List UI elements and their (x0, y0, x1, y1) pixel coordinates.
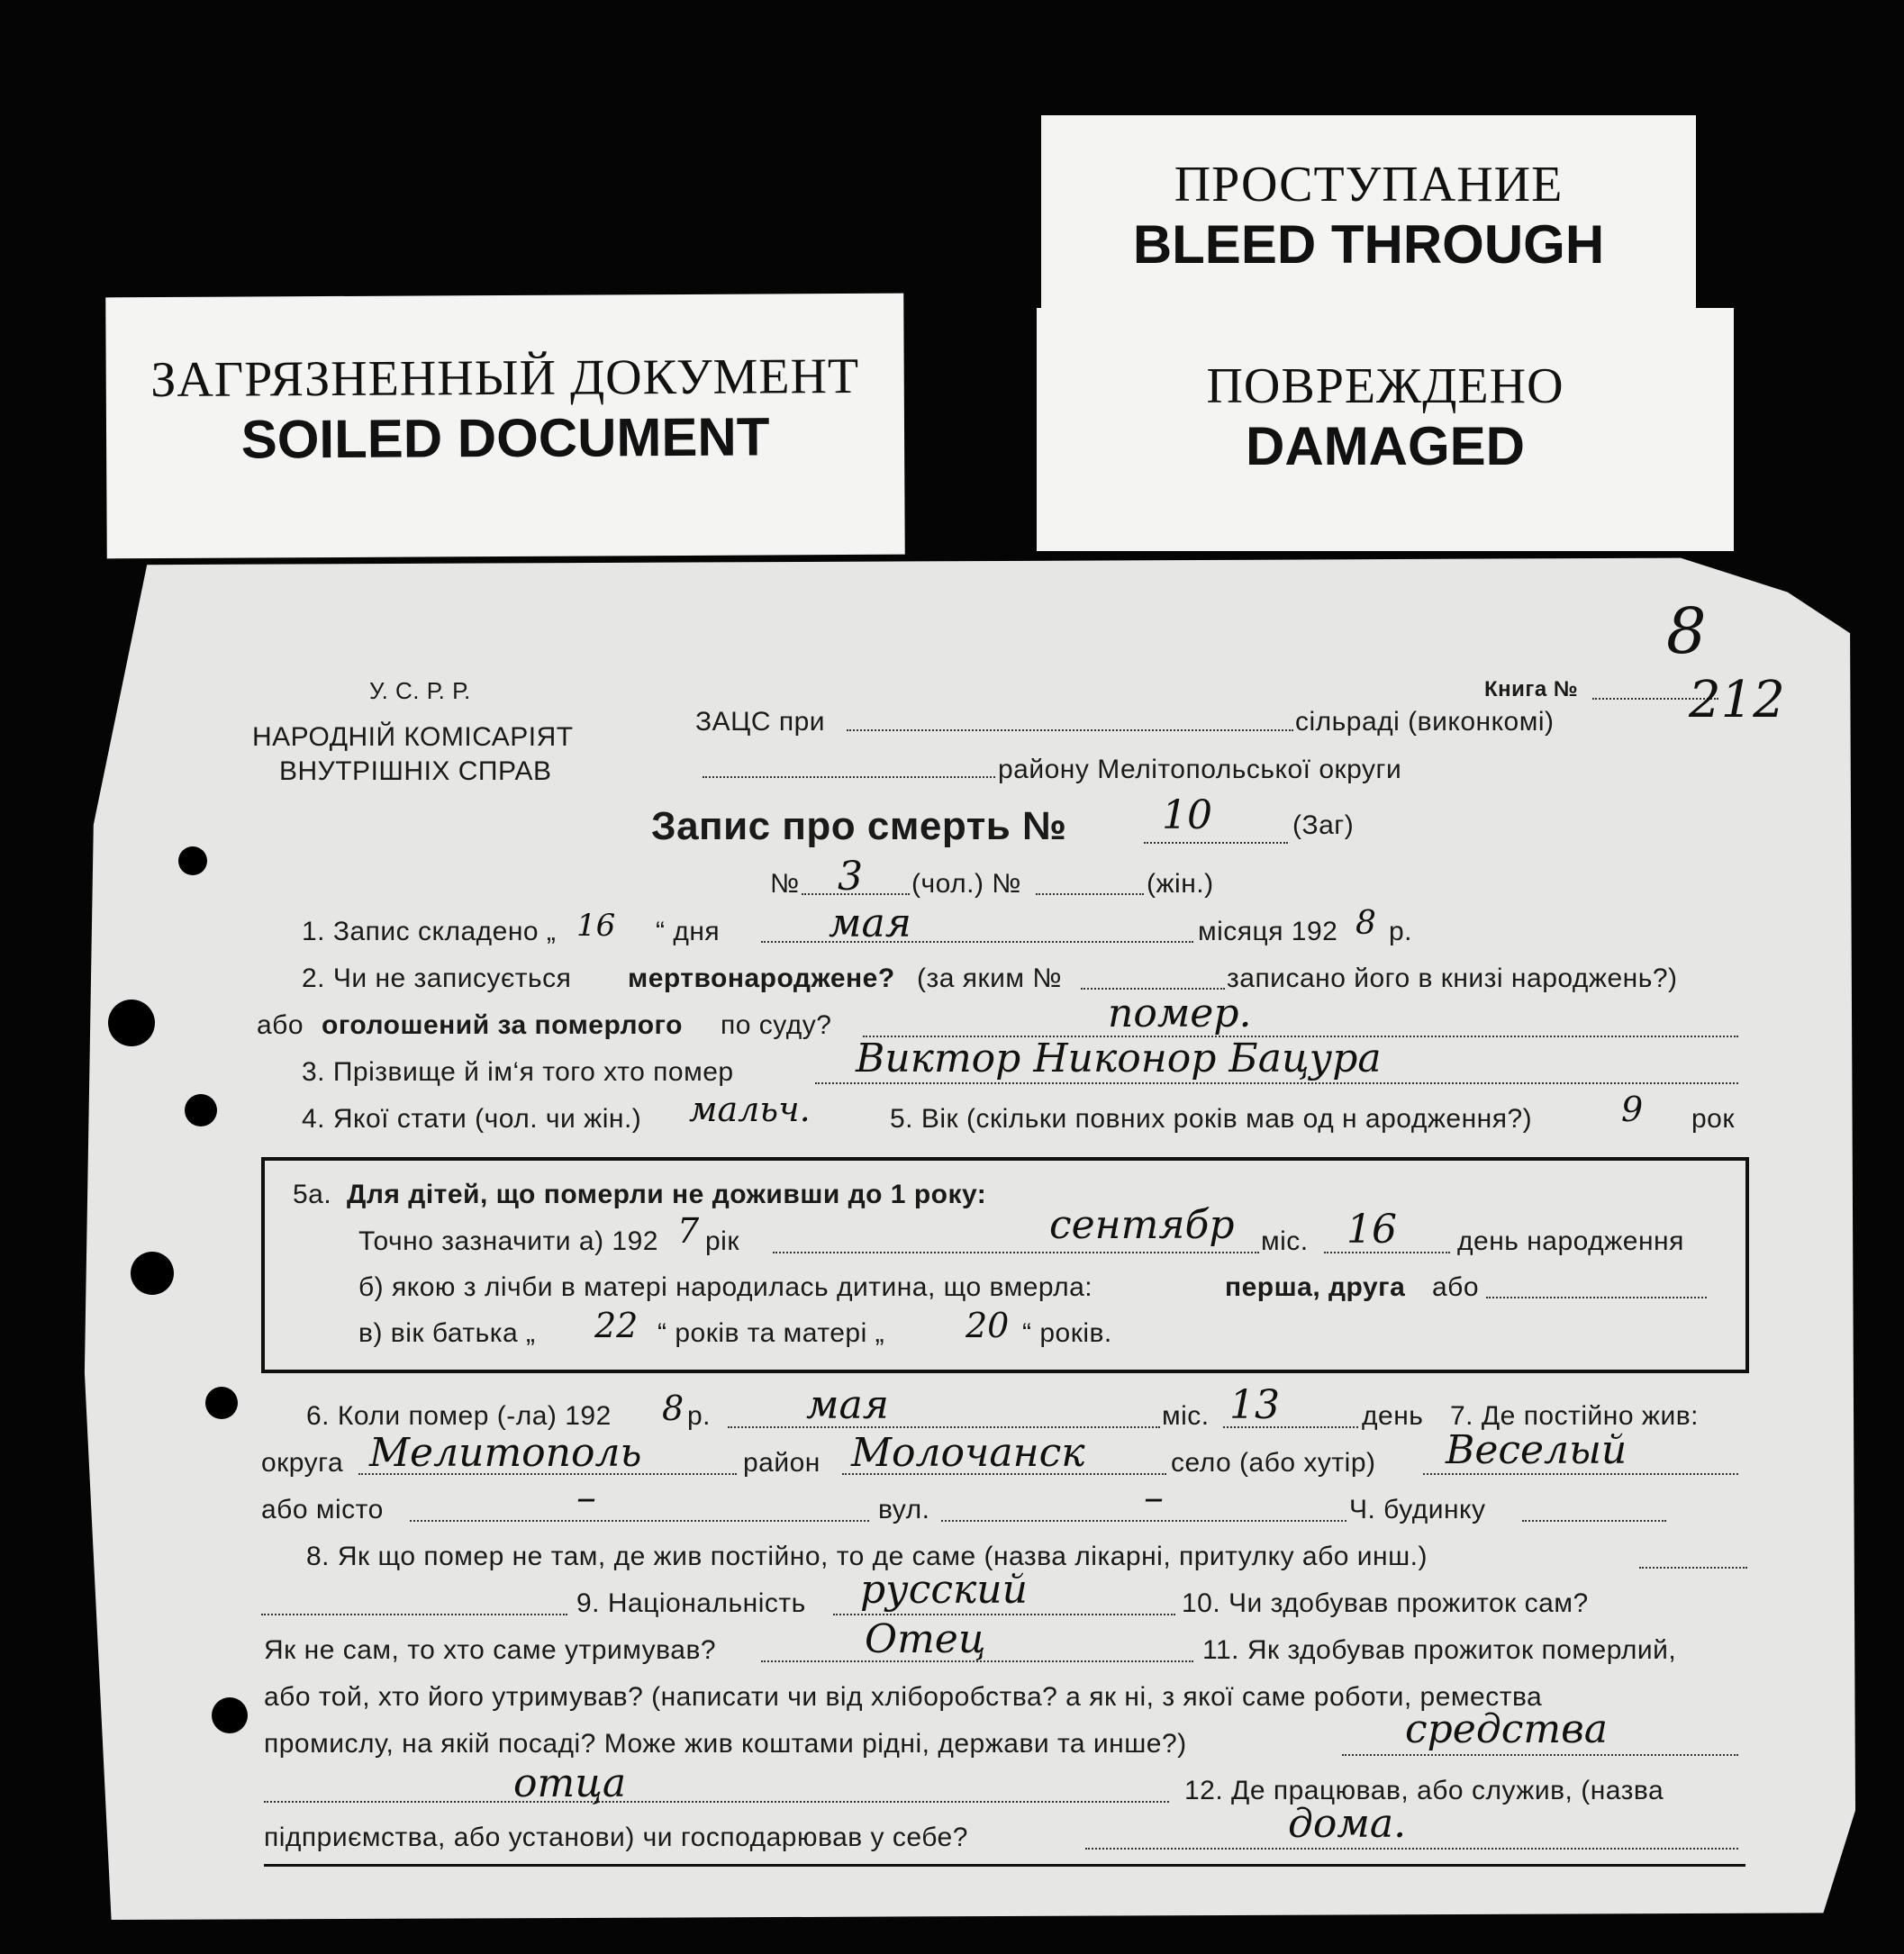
field-2-handwritten: помер. (1108, 991, 1252, 1036)
male-number-handwritten: 3 (838, 854, 863, 900)
field-7-label: 7. Де постійно жив: (1450, 1401, 1699, 1431)
field-5a-birth-label: день народження (1457, 1226, 1684, 1256)
zags-label: ЗАЦС при (695, 707, 826, 737)
field-3-name-line (815, 1082, 1738, 1084)
selo-handwritten: Веселый (1446, 1427, 1627, 1473)
misto-line (410, 1520, 869, 1522)
infant-birth-month: сентябр (1049, 1202, 1235, 1248)
field-5a-b-label: б) якою з лічби в матері народилась дитина, що вмерла: (358, 1272, 1093, 1302)
field-10-label: 10. Чи здобував прожиток сам? (1182, 1588, 1589, 1618)
field-5a-c-end: “ років. (1022, 1318, 1112, 1348)
age-handwritten: 9 (1621, 1090, 1644, 1129)
death-day: 13 (1229, 1382, 1280, 1428)
field-12-b-label: підприємства, або установи) чи господарював у себе? (264, 1823, 968, 1852)
field-8-tail-line (1639, 1567, 1747, 1569)
field-5a-b-options: перша, друга (1225, 1272, 1406, 1302)
field-3-label: 3. Прізвище й ім‘я того хто помер (302, 1057, 734, 1087)
by-court-label: по суду? (721, 1010, 832, 1040)
misto-label: або місто (261, 1495, 384, 1524)
zags-dotted-line (847, 729, 1293, 731)
field-8-line (261, 1614, 567, 1615)
male-label: (чол.) № (911, 869, 1021, 899)
field-5-label: 5. Вік (скільки повних років мав од н ародження?) (890, 1104, 1533, 1134)
livelihood-line-2 (264, 1801, 1169, 1803)
nationality-line (833, 1614, 1175, 1615)
sex-handwritten: мальч. (689, 1090, 811, 1129)
workplace-handwritten: дома. (1288, 1801, 1407, 1847)
punch-hole (205, 1387, 238, 1419)
bleed-label-en: BLEED THROUGH (1132, 214, 1605, 275)
soiled-label-en: SOILED DOCUMENT (240, 406, 770, 470)
field-5a-month-line (773, 1252, 1259, 1253)
field-11-c-label: промислу, на якій посаді? Може жив коштами рідні, держави та инше?) (264, 1729, 1187, 1759)
record-number-line (1144, 842, 1288, 844)
declared-dead-label: оголошений за померлого (322, 1010, 683, 1040)
book-number-handwritten-2: 212 (1689, 671, 1785, 729)
soiled-document-label (105, 294, 905, 559)
raion-handwritten: Молочанск (851, 1430, 1085, 1476)
nationality-handwritten: русский (860, 1567, 1028, 1613)
field-5a-number: 5а. (293, 1180, 332, 1209)
field-5a-a-label: Точно зазначити а) 192 (358, 1226, 658, 1256)
field-1-year-label: місяця 192 (1198, 917, 1338, 946)
punch-hole (212, 1697, 248, 1733)
field-2-label: 2. Чи не записується (302, 963, 572, 993)
punch-hole (185, 1094, 217, 1126)
vul-label: вул. (878, 1495, 930, 1524)
field-6-r: р. (687, 1401, 712, 1431)
field-2-birth-book: записано його в книзі народжень?) (1227, 963, 1678, 993)
punch-hole (108, 1000, 155, 1046)
commissariat-line-1: НАРОДНІЙ КОМІСАРІЯТ (252, 722, 574, 752)
stillborn-label: мертвонароджене? (628, 963, 895, 993)
field-8-label: 8. Як що помер не там, де жив постійно, то де саме (назва лікарні, притулку або инш.) (306, 1542, 1428, 1571)
village-council-label: сільраді (виконкомі) (1295, 707, 1555, 737)
field-5a-c-label: в) вік батька „ (358, 1318, 536, 1348)
selo-label: село (або хутір) (1171, 1448, 1376, 1478)
death-month: мая (806, 1382, 889, 1428)
female-label: (жін.) (1147, 869, 1214, 899)
record-number-handwritten: 10 (1162, 792, 1212, 838)
ussr-header: У. С. Р. Р. (369, 677, 471, 704)
field-11-label: 11. Як здобував прожиток померлий, (1202, 1635, 1677, 1665)
field-2-number-line (1081, 988, 1225, 990)
field-6-month-label: міс. (1162, 1401, 1210, 1431)
field-2-number-label: (за яким № (917, 963, 1063, 993)
book-number-handwritten: 8 (1666, 594, 1707, 668)
bottom-rule (264, 1864, 1745, 1867)
okruha-handwritten: Мелитополь (369, 1430, 642, 1476)
budynok-label: Ч. будинку (1349, 1495, 1486, 1524)
raion-label: район (743, 1448, 821, 1478)
deceased-name: Виктор Никонор Бацура (856, 1036, 1382, 1081)
field-9-label: 9. Національність (576, 1588, 806, 1618)
field-1-r: р. (1389, 917, 1413, 946)
soiled-label-ru: ЗАГРЯЗНЕННЫЙ ДОКУМЕНТ (150, 348, 860, 409)
damaged-label (1037, 308, 1734, 551)
field-1-year: 8 (1355, 905, 1376, 942)
mother-age: 20 (966, 1306, 1010, 1345)
damaged-label-en: DAMAGED (1246, 416, 1525, 476)
father-age: 22 (594, 1306, 639, 1345)
misto-handwritten: – (576, 1475, 596, 1521)
commissariat-line-2: ВНУТРІШНІХ СПРАВ (279, 756, 552, 786)
field-6-label: 6. Коли помер (-ла) 192 (306, 1401, 612, 1431)
bleed-through-label (1041, 115, 1696, 309)
vul-handwritten: – (1144, 1475, 1164, 1521)
field-6-day-label: день (1362, 1401, 1424, 1431)
field-2-or: або (257, 1010, 304, 1040)
field-11-b-label: або той, хто його утримував? (написати чи від хліборобства? а як ні, з якої саме роботи, ремества (264, 1682, 1543, 1712)
record-title: Запис про смерть № (651, 804, 1067, 848)
female-number-line (1036, 893, 1144, 895)
field-1-month-line (761, 941, 1193, 943)
field-5a-c-mother-label: “ років та матері „ (657, 1318, 885, 1348)
death-year: 8 (662, 1389, 685, 1428)
selo-line (1423, 1473, 1738, 1475)
infant-birth-year: 7 (677, 1211, 700, 1251)
okruha-label: округа (261, 1448, 344, 1478)
field-4-label: 4. Якої стати (чол. чи жін.) (302, 1104, 642, 1134)
district-dotted-line (703, 776, 995, 778)
field-5a-b-or: або (1432, 1272, 1480, 1302)
field-5a-title: Для дітей, що померли не доживши до 1 року: (347, 1180, 987, 1209)
field-6-month-line (728, 1426, 1160, 1428)
book-label: Книга № (1484, 677, 1579, 701)
livelihood-handwritten-2: отца (513, 1760, 627, 1806)
livelihood-handwritten: средства (1405, 1706, 1608, 1752)
workplace-line (1085, 1848, 1738, 1850)
field-5a-year-label: рік (705, 1226, 739, 1256)
punch-hole (178, 846, 207, 875)
number-label: № (770, 869, 800, 899)
zag-label: (Заг) (1292, 810, 1355, 840)
field-1-day: 16 (576, 908, 616, 944)
field-10-b-label: Як не сам, то хто саме утримував? (264, 1635, 717, 1665)
budynok-line (1522, 1520, 1666, 1522)
field-1-label: 1. Запис складено „ (302, 917, 557, 946)
supporter-handwritten: Отец (865, 1616, 986, 1662)
field-1-day-label: “ дня (656, 917, 721, 946)
district-label: району Мелітопольської округи (998, 755, 1402, 784)
field-1-month: мая (829, 900, 911, 946)
bleed-label-ru: ПРОСТУПАНИЕ (1174, 157, 1564, 213)
field-5a-b-line (1486, 1297, 1707, 1298)
damaged-label-ru: ПОВРЕЖДЕНО (1206, 358, 1564, 414)
field-5a-month-label: міс. (1261, 1226, 1309, 1256)
livelihood-line (1342, 1754, 1738, 1756)
punch-hole (131, 1252, 174, 1295)
age-unit: рок (1691, 1104, 1735, 1134)
infant-birth-day: 16 (1346, 1207, 1397, 1253)
field-12-label: 12. Де працював, або служив, (назва (1184, 1776, 1664, 1805)
